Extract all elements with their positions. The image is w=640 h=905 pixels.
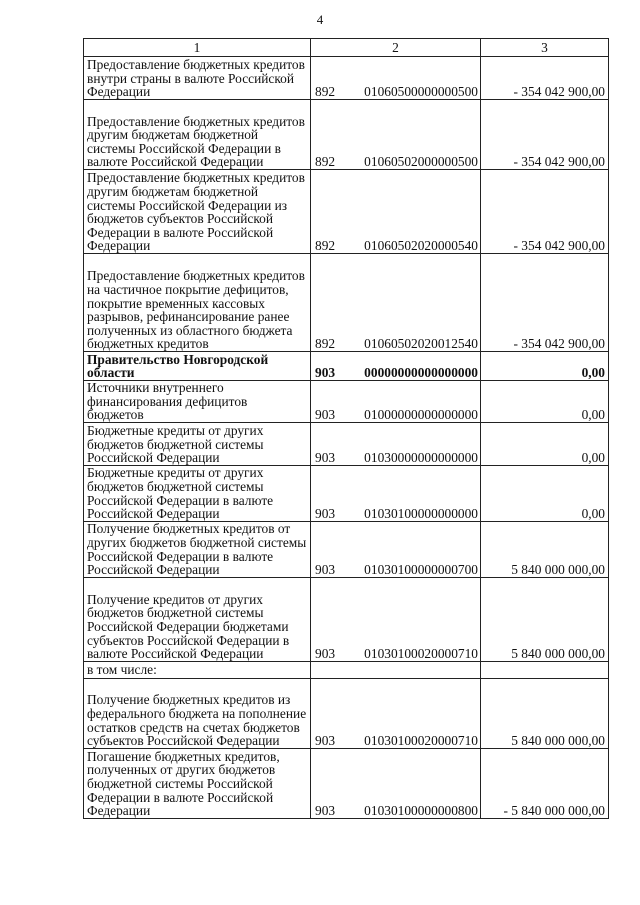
row-budget-code: 01030100000000800 — [364, 803, 478, 819]
row-admin-code: 903 — [315, 562, 336, 578]
row-name: Получение бюджетных кредитов от других бюджетов бюджетной системы Российской Федерации в валюте Российской Федерации — [84, 521, 311, 577]
row-budget-code: 01060500000000500 — [364, 84, 478, 100]
header-col-1: 1 — [84, 39, 311, 57]
row-name: Предоставление бюджетных кредитов внутри страны в валюте Российской Федерации — [84, 57, 311, 100]
row-admin-code: 892 — [315, 154, 336, 170]
row-budget-code: 01060502020012540 — [364, 336, 478, 352]
page-number: 4 — [316, 12, 324, 27]
row-admin-code: 892 — [315, 84, 336, 100]
row-admin-code: 892 — [315, 238, 336, 254]
row-budget-code: 01060502000000500 — [364, 154, 478, 170]
table-row — [84, 521, 609, 577]
row-amount: - 354 042 900,00 — [481, 100, 609, 170]
row-code-cell — [311, 254, 481, 352]
row-admin-code: 892 — [315, 336, 336, 352]
table-row — [84, 465, 609, 521]
row-amount: - 354 042 900,00 — [481, 170, 609, 254]
row-admin-code: 903 — [315, 407, 336, 423]
row-budget-code: 01030100000000700 — [364, 562, 478, 578]
table-row — [84, 678, 609, 748]
row-code-cell — [311, 577, 481, 661]
row-amount — [481, 661, 609, 678]
row-name: Бюджетные кредиты от других бюджетов бюджетной системы Российской Федерации — [84, 422, 311, 465]
row-code-cell — [311, 381, 481, 423]
table-row — [84, 422, 609, 465]
header-col-3: 3 — [481, 39, 609, 57]
budget-sources-table — [83, 38, 609, 819]
table-row — [84, 577, 609, 661]
row-name: Погашение бюджетных кредитов, полученных от других бюджетов бюджетной системы Российской Федерации в валюте Российской Федерации — [84, 748, 311, 818]
row-code-cell — [311, 57, 481, 100]
row-admin-code: 903 — [315, 365, 336, 381]
row-name: Предоставление бюджетных кредитов на частичное покрытие дефицитов, покрытие временных кассовых разрывов, рефинансирование ранее полученных из областного бюджета бюджетных кредитов — [84, 254, 311, 352]
row-name: Предоставление бюджетных кредитов другим бюджетам бюджетной системы Российской Федерации из бюджетов субъектов Российской Федерации в валюте Российской Федерации — [84, 170, 311, 254]
table-header-row — [84, 39, 609, 57]
table-row — [84, 661, 609, 678]
row-name: Предоставление бюджетных кредитов другим бюджетам бюджетной системы Российской Федерации в валюте Российской Федерации — [84, 100, 311, 170]
row-amount: - 5 840 000 000,00 — [481, 748, 609, 818]
row-name: Получение кредитов от других бюджетов бюджетной системы Российской Федерации бюджетами субъектов Российской Федерации в валюте Российской Федерации — [84, 577, 311, 661]
row-amount: 0,00 — [481, 422, 609, 465]
row-code-cell — [311, 422, 481, 465]
row-code-cell — [311, 748, 481, 818]
row-admin-code: 903 — [315, 646, 336, 662]
row-code-cell — [311, 100, 481, 170]
table-row — [84, 57, 609, 100]
table-row — [84, 748, 609, 818]
row-admin-code: 903 — [315, 803, 336, 819]
row-name: Источники внутреннего финансирования дефицитов бюджетов — [84, 381, 311, 423]
table-row — [84, 254, 609, 352]
row-name: Правительство Новгородской области — [84, 352, 311, 381]
row-name: Получение бюджетных кредитов из федерального бюджета на пополнение остатков средств на счетах бюджетов субъектов Российской Федерации — [84, 678, 311, 748]
table-row — [84, 170, 609, 254]
row-amount: - 354 042 900,00 — [481, 254, 609, 352]
row-budget-code: 00000000000000000 — [364, 365, 478, 381]
row-code-cell — [311, 521, 481, 577]
row-budget-code: 01060502020000540 — [364, 238, 478, 254]
row-code-cell — [311, 465, 481, 521]
row-budget-code: 01030000000000000 — [364, 450, 478, 466]
row-code-cell — [311, 678, 481, 748]
table-row — [84, 381, 609, 423]
row-amount: - 354 042 900,00 — [481, 57, 609, 100]
row-admin-code: 903 — [315, 450, 336, 466]
table-row — [84, 100, 609, 170]
row-budget-code: 01030100000000000 — [364, 506, 478, 522]
row-amount: 0,00 — [481, 381, 609, 423]
row-amount: 5 840 000 000,00 — [481, 577, 609, 661]
table-row — [84, 352, 609, 381]
row-budget-code: 01030100020000710 — [364, 733, 478, 749]
row-amount: 5 840 000 000,00 — [481, 678, 609, 748]
header-col-2: 2 — [311, 39, 481, 57]
row-code-cell — [311, 352, 481, 381]
row-name: в том числе: — [84, 661, 311, 678]
row-name: Бюджетные кредиты от других бюджетов бюджетной системы Российской Федерации в валюте Российской Федерации — [84, 465, 311, 521]
row-amount: 5 840 000 000,00 — [481, 521, 609, 577]
row-code-cell — [311, 170, 481, 254]
row-amount: 0,00 — [481, 465, 609, 521]
row-code-cell — [311, 661, 481, 678]
row-admin-code: 903 — [315, 733, 336, 749]
row-budget-code: 01000000000000000 — [364, 407, 478, 423]
row-admin-code: 903 — [315, 506, 336, 522]
row-budget-code: 01030100020000710 — [364, 646, 478, 662]
row-amount: 0,00 — [481, 352, 609, 381]
